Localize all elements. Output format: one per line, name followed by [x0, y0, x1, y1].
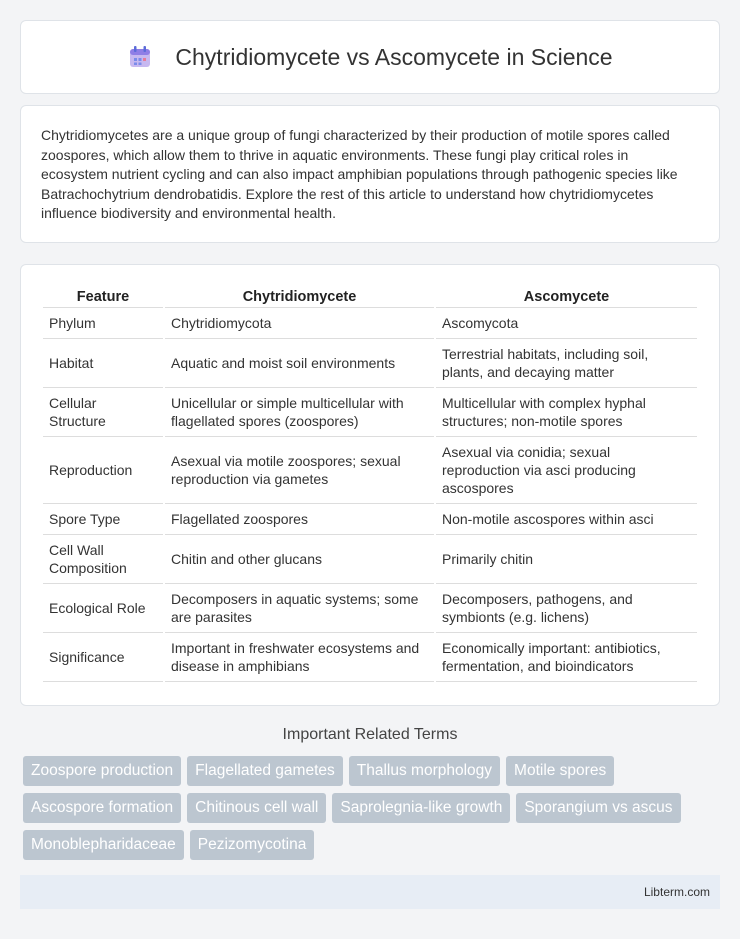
tag-monoblepharidaceae[interactable]: Monoblepharidaceae — [23, 830, 184, 860]
row-ascomycete: Ascomycota — [436, 308, 697, 339]
related-tags — [20, 756, 720, 867]
header-feature: Feature — [43, 285, 163, 308]
table-row — [43, 437, 697, 504]
row-ascomycete: Asexual via conidia; sexual reproduction via asci producing ascospores — [436, 437, 697, 504]
row-feature: Spore Type — [43, 504, 163, 535]
table-row — [43, 388, 697, 437]
row-ascomycete: Primarily chitin — [436, 535, 697, 584]
table-header-row — [43, 285, 697, 308]
row-chytridiomycete: Aquatic and moist soil environments — [165, 339, 434, 388]
table-row — [43, 504, 697, 535]
tag-pezizomycotina[interactable]: Pezizomycotina — [190, 830, 315, 860]
tag-saprolegnia-like-growth[interactable]: Saprolegnia-like growth — [332, 793, 510, 823]
tag-zoospore-production[interactable]: Zoospore production — [23, 756, 181, 786]
row-feature: Reproduction — [43, 437, 163, 504]
related-terms-section — [20, 726, 720, 867]
related-terms-title: Important Related Terms — [282, 726, 458, 743]
comparison-card — [20, 264, 720, 706]
footer — [20, 875, 720, 909]
row-feature: Cell Wall Composition — [43, 535, 163, 584]
table-row — [43, 584, 697, 633]
table-row — [43, 633, 697, 682]
tag-thallus-morphology[interactable]: Thallus morphology — [349, 756, 500, 786]
tag-flagellated-gametes[interactable]: Flagellated gametes — [187, 756, 343, 786]
calendar-icon — [127, 44, 153, 70]
row-ascomycete: Multicellular with complex hyphal structures; non-motile spores — [436, 388, 697, 437]
tag-motile-spores[interactable]: Motile spores — [506, 756, 614, 786]
header-chytridiomycete: Chytridiomycete — [165, 285, 434, 308]
row-chytridiomycete: Chitin and other glucans — [165, 535, 434, 584]
row-feature: Phylum — [43, 308, 163, 339]
tag-ascospore-formation[interactable]: Ascospore formation — [23, 793, 181, 823]
row-chytridiomycete: Flagellated zoospores — [165, 504, 434, 535]
comparison-table — [41, 285, 699, 682]
row-chytridiomycete: Important in freshwater ecosystems and disease in amphibians — [165, 633, 434, 682]
footer-site-link[interactable]: Libterm.com — [643, 885, 710, 899]
title-card — [20, 20, 720, 94]
row-ascomycete: Non-motile ascospores within asci — [436, 504, 697, 535]
row-chytridiomycete: Decomposers in aquatic systems; some are parasites — [165, 584, 434, 633]
row-ascomycete: Economically important: antibiotics, fermentation, and bioindicators — [436, 633, 697, 682]
header-ascomycete: Ascomycete — [436, 285, 697, 308]
row-feature: Habitat — [43, 339, 163, 388]
row-chytridiomycete: Unicellular or simple multicellular with flagellated spores (zoospores) — [165, 388, 434, 437]
intro-paragraph: Chytridiomycetes are a unique group of fungi characterized by their production of motile spores called zoospores, which allow them to thrive in aquatic environments. These fungi play critical roles in ecosystem nutrient cycling and can also impact amphibian populations through pathogenic species like Batrachochytrium dendrobatidis. Explore the rest of this article to understand how chytridiomycetes influence biodiversity and environmental health. — [41, 127, 678, 221]
row-ascomycete: Decomposers, pathogens, and symbionts (e.g. lichens) — [436, 584, 697, 633]
table-row — [43, 535, 697, 584]
row-chytridiomycete: Chytridiomycota — [165, 308, 434, 339]
tag-sporangium-vs-ascus[interactable]: Sporangium vs ascus — [516, 793, 680, 823]
intro-card — [20, 105, 720, 243]
table-row — [43, 308, 697, 339]
row-ascomycete: Terrestrial habitats, including soil, plants, and decaying matter — [436, 339, 697, 388]
row-chytridiomycete: Asexual via motile zoospores; sexual reproduction via gametes — [165, 437, 434, 504]
row-feature: Cellular Structure — [43, 388, 163, 437]
table-row — [43, 339, 697, 388]
row-feature: Ecological Role — [43, 584, 163, 633]
row-feature: Significance — [43, 633, 163, 682]
tag-chitinous-cell-wall[interactable]: Chitinous cell wall — [187, 793, 326, 823]
page-title: Chytridiomycete vs Ascomycete in Science — [175, 43, 613, 70]
